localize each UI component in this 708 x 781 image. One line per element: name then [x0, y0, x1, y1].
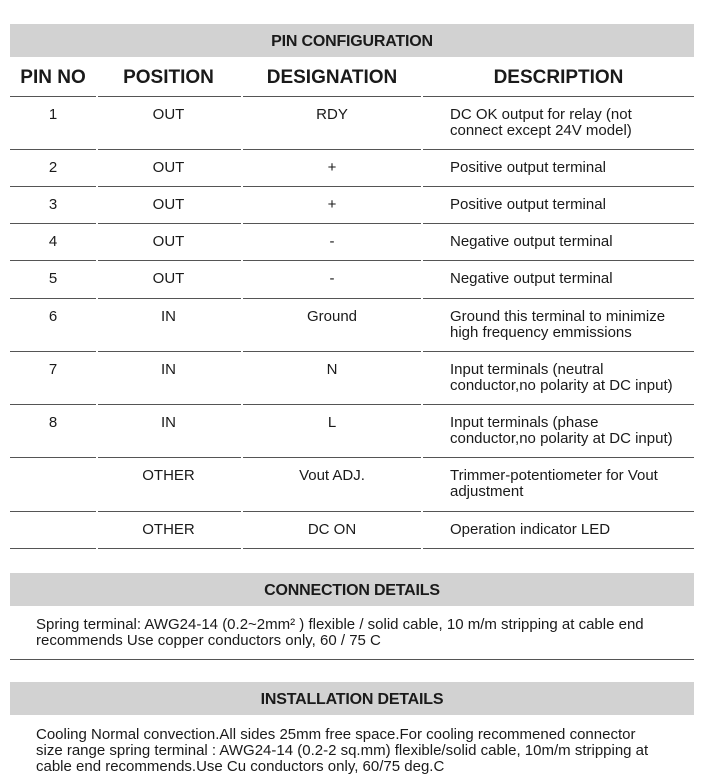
- pin-description-line: Operation indicator LED: [450, 521, 611, 538]
- divider: [10, 548, 96, 549]
- pin-position: OTHER: [142, 467, 195, 484]
- pin-designation: DC ON: [307, 521, 357, 538]
- pin-description: [450, 107, 694, 139]
- pin-description: [450, 234, 694, 250]
- divider: [98, 548, 241, 549]
- pin-description: [450, 522, 694, 538]
- pin-number: 5: [48, 270, 58, 287]
- pin-designation: Vout ADJ.: [299, 467, 365, 484]
- table-row: [10, 352, 694, 405]
- pin-position: IN: [161, 414, 176, 431]
- pin-description-line: Negative output terminal: [450, 233, 613, 250]
- installation-details-title-bar: [10, 682, 694, 715]
- installation-details-title: INSTALLATION DETAILS: [260, 691, 444, 708]
- pin-description-line: Trimmer-potentiometer for Vout: [450, 467, 658, 484]
- pin-number: 2: [48, 159, 58, 176]
- pin-position: IN: [161, 361, 176, 378]
- pin-designation: -: [329, 270, 335, 287]
- divider: [10, 659, 694, 660]
- pin-description: [450, 197, 694, 213]
- pin-description: [450, 415, 694, 447]
- pin-configuration-title: PIN CONFIGURATION: [271, 33, 433, 50]
- pin-configuration-table: [10, 59, 694, 549]
- installation-details-text: [36, 727, 694, 775]
- pin-description-line: conductor,no polarity at DC input): [450, 377, 673, 394]
- pin-description-line: high frequency emmissions: [450, 324, 632, 341]
- pin-designation: +: [327, 196, 337, 213]
- header-designation: DESIGNATION: [266, 67, 398, 88]
- pin-description: [450, 468, 694, 500]
- pin-number: 4: [48, 233, 58, 250]
- pin-description-line: Input terminals (neutral: [450, 361, 604, 378]
- table-row: [10, 299, 694, 352]
- table-row: [10, 150, 694, 187]
- pin-position: IN: [161, 308, 176, 325]
- pin-description-line: Ground this terminal to minimize: [450, 308, 666, 325]
- pin-description-line: conductor,no polarity at DC input): [450, 430, 673, 447]
- pin-number: 8: [48, 414, 58, 431]
- pin-number: 7: [48, 361, 58, 378]
- installation-line: Cooling Normal convection.All sides 25mm free space.For cooling recommened connector: [36, 726, 636, 743]
- pin-description-line: DC OK output for relay (not: [450, 106, 632, 123]
- table-row: [10, 224, 694, 261]
- pin-position: OUT: [152, 270, 185, 287]
- pin-designation: RDY: [316, 106, 348, 123]
- table-row: [10, 512, 694, 549]
- header-description: DESCRIPTION: [493, 67, 624, 88]
- divider: [243, 548, 421, 549]
- pin-designation: N: [326, 361, 338, 378]
- installation-line: cable end recommends.Use Cu conductors only, 60/75 deg.C: [36, 758, 445, 775]
- pin-position: OUT: [152, 159, 185, 176]
- pin-position: OUT: [152, 106, 185, 123]
- table-row: [10, 405, 694, 458]
- pin-position: OTHER: [142, 521, 195, 538]
- pin-description-line: Positive output terminal: [450, 196, 606, 213]
- table-row: [10, 97, 694, 150]
- connection-details-text: [36, 617, 694, 649]
- pin-description: [450, 309, 694, 341]
- installation-line: size range spring terminal : AWG24-14 (0.2-2 sq.mm) flexible/solid cable, 10m/m stripping at: [36, 742, 649, 759]
- pin-description-line: Positive output terminal: [450, 159, 606, 176]
- table-row: [10, 187, 694, 224]
- pin-designation: L: [327, 414, 337, 431]
- pin-configuration-title-bar: [10, 24, 694, 57]
- pin-description: [450, 362, 694, 394]
- connection-line: Spring terminal: AWG24-14 (0.2~2mm² ) flexible / solid cable, 10 m/m stripping at cable end: [36, 616, 644, 633]
- table-row: [10, 261, 694, 299]
- pin-description: [450, 271, 694, 287]
- pin-number: 1: [48, 106, 58, 123]
- header-position: POSITION: [123, 67, 214, 88]
- pin-description: [450, 160, 694, 176]
- pin-number: 6: [48, 308, 58, 325]
- connection-details-title: CONNECTION DETAILS: [264, 582, 440, 599]
- connection-details-title-bar: [10, 573, 694, 606]
- header-pin-no: PIN NO: [20, 67, 86, 88]
- pin-position: OUT: [152, 233, 185, 250]
- pin-number: 3: [48, 196, 58, 213]
- connection-line: recommends Use copper conductors only, 60 / 75 C: [36, 632, 381, 649]
- table-row: [10, 458, 694, 512]
- pin-designation: Ground: [306, 308, 358, 325]
- pin-position: OUT: [152, 196, 185, 213]
- divider: [423, 548, 694, 549]
- pin-description-line: Negative output terminal: [450, 270, 613, 287]
- pin-description-line: connect except 24V model): [450, 122, 632, 139]
- pin-description-line: adjustment: [450, 483, 524, 500]
- pin-designation: -: [329, 233, 335, 250]
- pin-description-line: Input terminals (phase: [450, 414, 599, 431]
- table-header-row: [10, 59, 694, 97]
- pin-designation: +: [327, 159, 337, 176]
